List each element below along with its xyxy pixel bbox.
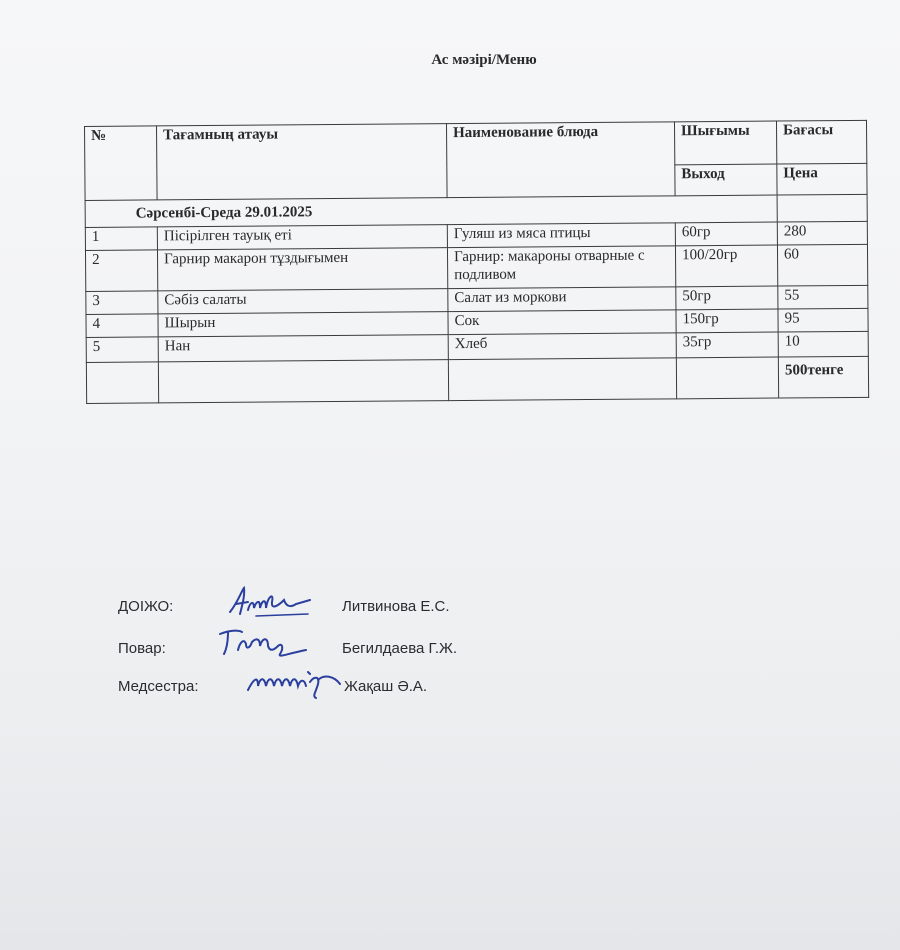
row-name-ru: Гуляш из мяса птицы: [447, 223, 675, 248]
total-price: 500тенге: [778, 356, 868, 398]
row-output: 100/20гр: [675, 245, 777, 287]
row-price: 10: [778, 331, 868, 357]
row-name-kz: Шырын: [158, 312, 448, 337]
signature-row-nurse: [118, 678, 428, 695]
handwritten-signature-cook: [216, 624, 312, 660]
row-name-ru: Сок: [448, 310, 676, 335]
total-row: [86, 356, 868, 403]
row-num: 4: [86, 314, 158, 338]
day-label: Сәрсенбі-Среда 29.01.2025: [85, 195, 777, 227]
header-num: №: [85, 126, 158, 201]
row-output: 35гр: [676, 332, 778, 358]
row-num: 2: [85, 250, 157, 292]
row-price: 95: [778, 308, 868, 332]
handwritten-signature-nurse: [244, 664, 354, 700]
signature-name: Бегилдаева Г.Ж.: [342, 640, 458, 657]
row-price: 55: [778, 285, 868, 309]
row-name-kz: Пісірілген тауық еті: [157, 225, 447, 250]
total-empty-cell: [86, 362, 158, 404]
row-price: 280: [777, 221, 867, 245]
handwritten-signature-director: [226, 584, 318, 620]
signature-role: Медсестра:: [118, 678, 199, 695]
day-empty-cell: [777, 194, 867, 222]
signature-row-cook: [118, 640, 458, 657]
row-name-kz: Сәбіз салаты: [158, 289, 448, 314]
row-name-ru: Гарнир: макароны отварные с подливом: [447, 246, 675, 289]
row-output: 60гр: [675, 222, 777, 246]
menu-table: [84, 120, 869, 404]
row-num: 1: [85, 227, 157, 251]
header-price-ru: Цена: [777, 163, 867, 195]
header-output-kz: Шығымы: [674, 121, 776, 165]
row-num: 5: [86, 337, 158, 363]
header-output-ru: Выход: [675, 164, 777, 196]
row-price: 60: [777, 244, 867, 286]
total-empty-cell: [448, 358, 676, 401]
signature-role: ДОIЖО:: [118, 598, 174, 615]
row-output: 150гр: [676, 309, 778, 333]
signature-row-director: [118, 598, 450, 615]
row-output: 50гр: [676, 286, 778, 310]
document-title: Ас мәзірі/Меню: [431, 52, 537, 68]
header-row-kz: [85, 120, 867, 169]
row-name-ru: Салат из моркови: [448, 287, 676, 312]
total-empty-cell: [676, 357, 778, 399]
header-name-ru: Наименование блюда: [446, 122, 675, 198]
total-empty-cell: [158, 360, 448, 403]
signature-role: Повар:: [118, 640, 166, 657]
header-name-kz: Тағамның атауы: [157, 124, 448, 200]
signature-name: Литвинова Е.С.: [342, 598, 450, 615]
row-name-kz: Гарнир макарон тұздығымен: [157, 248, 447, 291]
signature-name: Жақаш Ә.А.: [344, 678, 428, 695]
row-name-kz: Нан: [158, 335, 448, 362]
header-price-kz: Бағасы: [776, 120, 866, 164]
row-num: 3: [86, 291, 158, 315]
table-row: [85, 244, 867, 291]
row-name-ru: Хлеб: [448, 333, 676, 360]
